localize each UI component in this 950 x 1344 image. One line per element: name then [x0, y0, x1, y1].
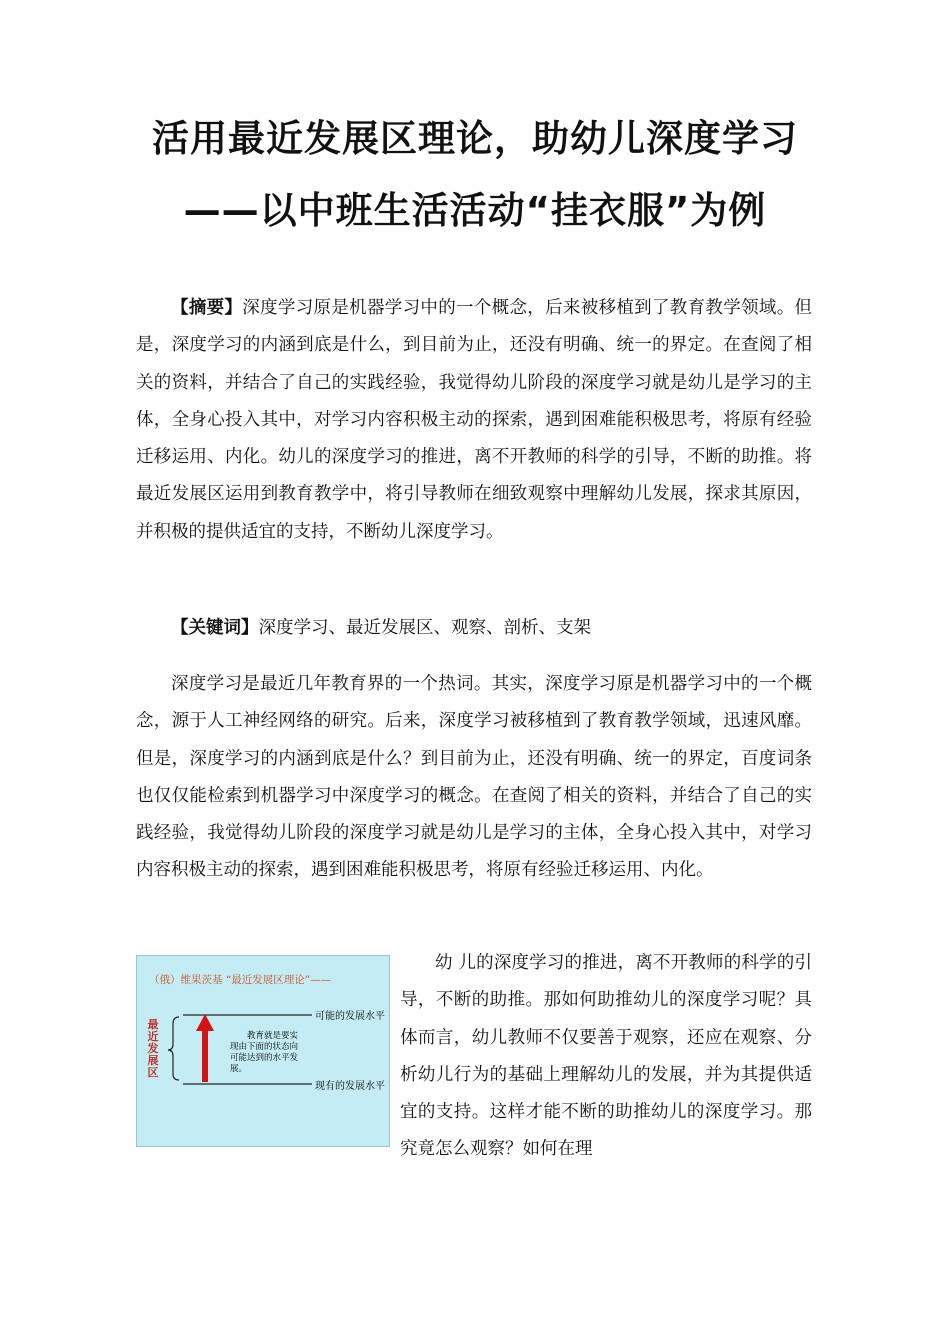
figure-note-line: 可能达到的水平发	[230, 1053, 299, 1063]
body-paragraph-2: 幼 儿的深度学习的推进，离不开教师的科学的引导，不断的助推。那如何助推幼儿的深度学习呢？具体而言，幼儿教师不仅要善于观察，还应在观察、分析幼儿行为的基础上理解幼儿的发展，并为其提供适宜的支持。这样才能不断的助推幼儿的深度学习。那究竟怎么观察？如何在理	[400, 953, 812, 1160]
figure-note-line: 教育就是要实	[247, 1031, 299, 1041]
page-subtitle: ——以中班生活活动“挂衣服”为例	[183, 189, 767, 232]
body-paragraph-1: 深度学习是最近几年教育界的一个热词。其实，深度学习原是机器学习中的一个概念，源于人工神经网络的研究。后来，深度学习被移植到了教育教学领域，迅速风靡。但是，深度学习的内涵到底是什么？到目前为止，还没有明确、统一的界定，百度词条也仅仅能检索到机器学习中深度学习的概念。在查阅了相关的资料，并结合了自己的实践经验，我觉得幼儿阶段的深度学习就是幼儿是学习的主体，全身心投入其中，对学习内容积极主动的探索，遇到困难能积极思考，将原有经验迁移运用、内化。	[136, 674, 812, 881]
figure-heading: （俄）维果茨基 “最近发展区理论”——	[149, 974, 332, 986]
side-label-char: 区	[147, 1066, 159, 1079]
side-label-char: 最	[147, 1018, 159, 1031]
brace-shape	[168, 1017, 179, 1080]
upper-level-label: 可能的发展水平	[315, 1011, 385, 1022]
page-title: 活用最近发展区理论，助幼儿深度学习	[152, 117, 798, 160]
figure-side-label	[147, 1017, 159, 1079]
lower-level-label: 现有的发展水平	[315, 1081, 385, 1092]
side-label-char: 发	[147, 1042, 159, 1055]
side-label-char: 展	[147, 1054, 159, 1067]
growth-arrow-head	[196, 1014, 214, 1031]
abstract-text: 深度学习原是机器学习中的一个概念，后来被移植到了教育教学领域。但是，深度学习的内涵到底是什么，到目前为止，还没有明确、统一的界定。在查阅了相关的资料，并结合了自己的实践经验，我觉得幼儿阶段的深度学习就是幼儿是学习的主体，全身心投入其中，对学习内容积极主动的探索，遇到困难能积极思考，将原有经验迁移运用、内化。幼儿的深度学习的推进，离不开教师的科学的引导，不断的助推。将最近发展区运用到教育教学中，将引导教师在细致观察中理解幼儿发展，探求其原因，并积极的提供适宜的支持，不断幼儿深度学习。	[136, 298, 813, 542]
abstract-paragraph	[136, 290, 812, 551]
keywords-label: 【关键词】	[171, 618, 259, 638]
abstract-label: 【摘要】	[171, 298, 243, 318]
keywords-text: 深度学习、最近发展区、观察、剖析、支架	[258, 618, 591, 638]
zpd-diagram-figure	[136, 955, 390, 1147]
keywords-paragraph	[136, 610, 812, 647]
zpd-diagram	[137, 956, 389, 1146]
growth-arrow-shaft	[202, 1028, 208, 1082]
side-label-char: 近	[147, 1030, 159, 1043]
figure-note-line: 现由下面的状态向	[230, 1042, 299, 1052]
figure-note-line: 展。	[230, 1064, 248, 1074]
